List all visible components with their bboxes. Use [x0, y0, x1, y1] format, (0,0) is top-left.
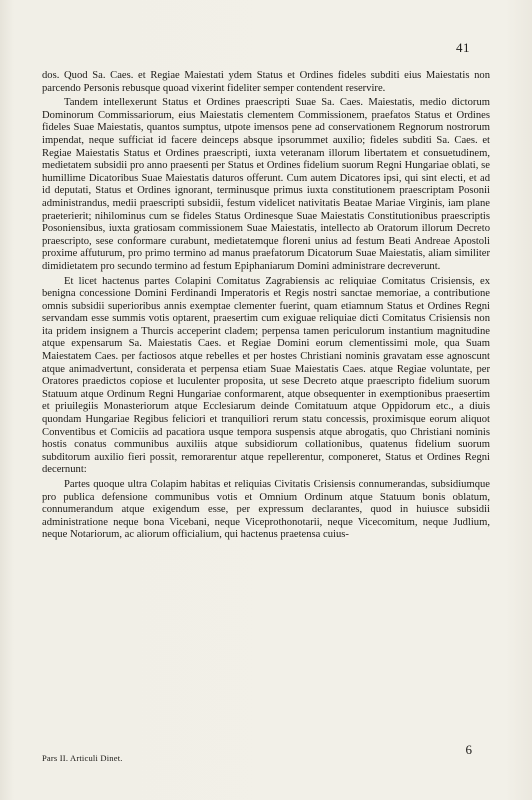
paragraph-2: Tandem intellexerunt Status et Ordines praescripti Suae Sa. Caes. Maiestatis, medio dictorum Dominorum Commissariorum, eius Maiestatis clementem Commissionem, praefatos Status et Ordines fideles Suae Maiestatis, quantos sumptus, utpote imensos pene ad conservationem Regnorum nostrorum impendat, neque sufficiat id facere deinceps absque ipsorummet auxilio; fideles subditi Sa. Caes. et Regiae Maiestatis Status et Ordines praescripti, iuxta veteranam illorum libertatem et consuetudinem, medietatem subsidii pro anno praesenti per Status et Ordines fidelium suorum Regni Hungariae oblati, se humillime Dicatoribus Suae Maiestatis daturos offerunt. Cum autem Dicatores ipsi, qui sint electi, et ad id deputati, Status et Ordines ignorant, terminusque primus iuxta constitutionem praescriptam Posonii administrandus, medii praescripti subsidii, festum videlicet nativitatis Beatae Mariae Virginis, iam plane praeterierit; nihilominus cum se fideles Status Ordinesque Suae Maiestatis Constitutionibus praescriptis Posoniensibus, iuxta gratiosam commissionem Suae Maiestatis, intellecto ab Oratorum illorum Decreto praescripto, sese conformare curabunt, medietatemque floreni unius ad festum Beati Andreae Apostoli proxime affuturum, pro primo termino ad manus praefatorum Dicatorum Suae Maiestatis, aliam similiter dimidietatem pro secundo termino ad festum Epiphaniarum Domini administrare decreverunt.: [42, 97, 490, 272]
page-number: 41: [456, 40, 470, 55]
signature-mark: 6: [465, 742, 472, 757]
paragraph-3: Et licet hactenus partes Colapini Comitatus Zagrabiensis ac reliquiae Comitatus Crisiensis, ex benigna concessione Domini Ferdinandi Imperatoris et Regis nostri sanctae memoriae, a contributione omnis subsidii superioribus annis exemptae clementer fuerint, quam etiamnum Status et Ordines Regni servandam esse summis votis optarent, praesertim cum exiguae reliquiae dicti Comitatus Crisiensis non ita pridem insignem a Thurcis acceperint cladem; perpensa tamen periculorum instantium magnitudine atque expensarum Sa. Maiestatis Caes. et Regiae Domini eorum clementissimi mole, qua Suam Maiestatem Caes. per factiosos atque rebelles et per hostes Christiani nominis gravatam esse agnoscunt atque animadvertunt, considerata et perpensa etiam Suae Maiestatis Caes. atque Regiae voluntate, per Oratores praedictos copiose et luculenter proposita, ut sese Decreto atque praescripto fidelium suorum Statuum atque Ordinum Regni Hungariae conformarent, atque obsequenter in exemptionibus praesertim et priuilegiis Monasteriorum atque Ecclesiarum deinde Comitatuum atque Oppidorum etc., a diuis quondam Hungariae Regibus feliciori et tranquiliori rerum statu concessis, proximisque eorum aliquot Conventibus et Comiciis ad pacatiora usque tempora suspensis atque abrogatis, quo Christiani nominis hostis conatus communibus auxiliis atque subsidiorum collationibus, quatenus fidelium suorum subditorum auxilio fieri possit, remorarentur atque repellerentur, componeret, Status et Ordines Regni decernunt:: [42, 275, 490, 476]
running-foot: Pars II. Articuli Dinet.: [42, 753, 123, 763]
paragraph-4: Partes quoque ultra Colapim habitas et reliquias Civitatis Crisiensis connumerandas, subsidiumque pro publica defensione communibus votis et Omnium Ordinum atque Statuum bonis oblatum, connumerandum atque exigendum esse, per expressum declarantes, quod in huiusce subsidii administratione neque bona Vicebani, neque Viceprothonotarii, neque Vicecomitum, neque Judlium, neque Notariorum, ac aliorum officialium, qui hactenus praetensa cuius-: [42, 479, 490, 541]
paragraph-1: dos. Quod Sa. Caes. et Regiae Maiestati ydem Status et Ordines fideles subditi eius Maiestatis non parcendo Personis rebusque quoad vixerint fideliter semper contendent reservire.: [42, 70, 490, 94]
body-text: [42, 70, 490, 542]
